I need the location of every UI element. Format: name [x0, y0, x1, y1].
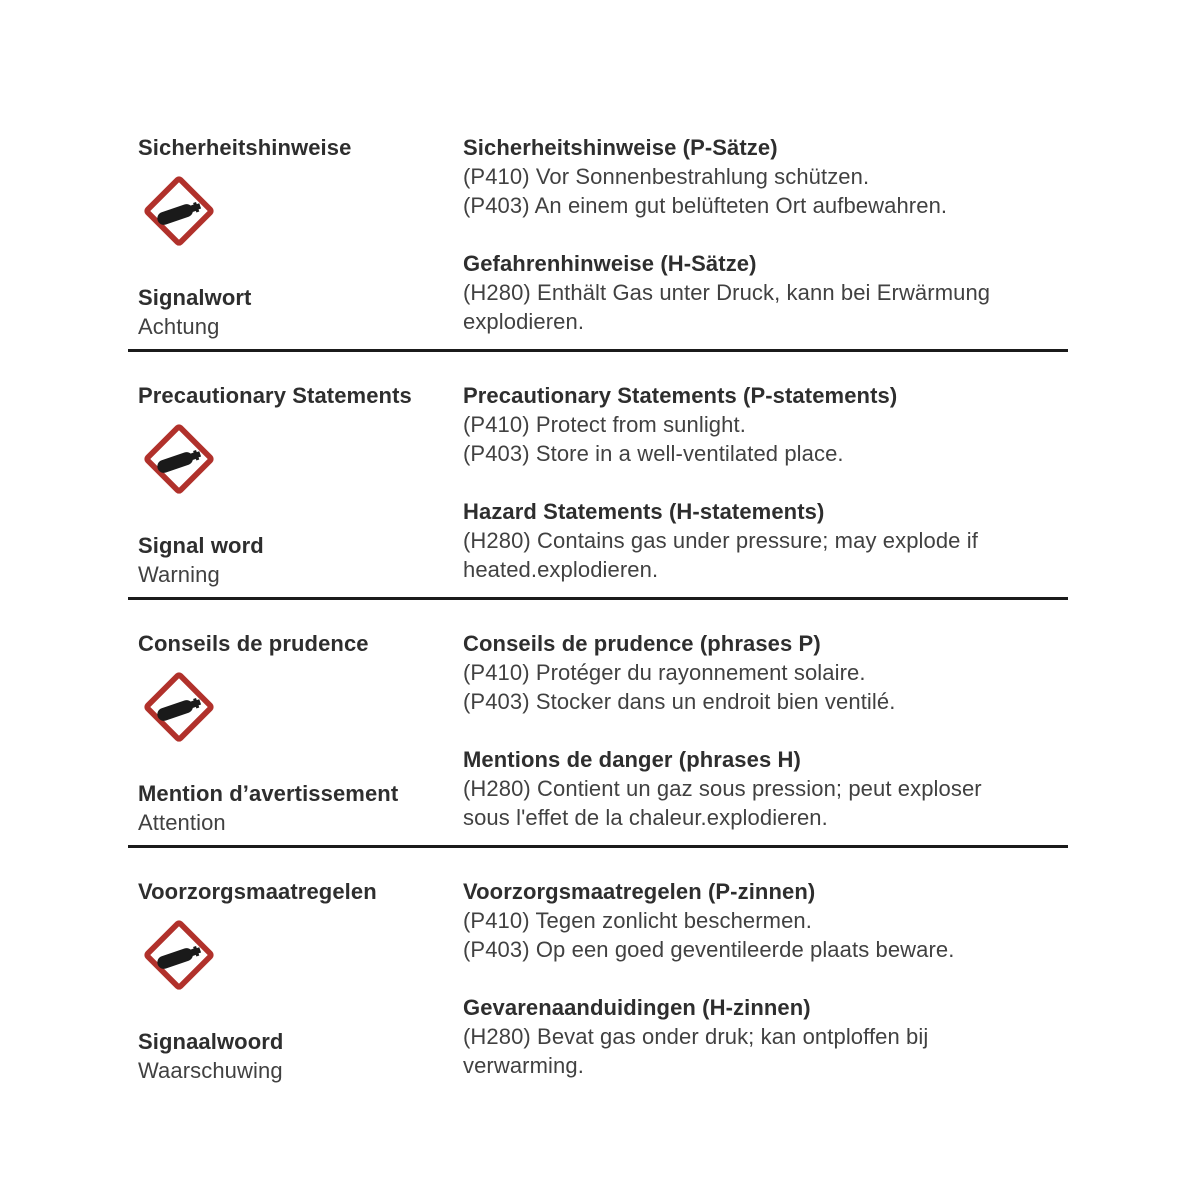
section-title: Voorzorgsmaatregelen — [138, 879, 377, 904]
signal-word-value: Warning — [138, 562, 220, 587]
section-dutch — [128, 848, 1068, 1115]
blank-line — [463, 716, 1068, 745]
ghs04-gas-cylinder-icon — [140, 668, 218, 746]
h-statement-line: verwarming. — [463, 1053, 584, 1078]
h-statements-heading: Gevarenaanduidingen (H-zinnen) — [463, 995, 811, 1020]
signal-word-label: Signaalwoord — [138, 1029, 284, 1054]
p-statement-line: (P410) Tegen zonlicht beschermen. — [463, 908, 812, 933]
p-statement-line: (P403) An einem gut belüfteten Ort aufbewahren. — [463, 193, 948, 218]
section-right-column — [463, 629, 1068, 845]
blank-line — [463, 468, 1068, 497]
p-statements-heading: Precautionary Statements (P-statements) — [463, 383, 898, 408]
blank-line — [463, 964, 1068, 993]
section-title: Conseils de prudence — [138, 631, 369, 656]
section-left-column — [138, 133, 463, 349]
section-right-column — [463, 877, 1068, 1085]
signal-word-value: Achtung — [138, 314, 220, 339]
ghs04-gas-cylinder-icon — [140, 420, 218, 498]
p-statement-line: (P410) Protéger du rayonnement solaire. — [463, 660, 866, 685]
h-statements-heading: Hazard Statements (H-statements) — [463, 499, 825, 524]
section-title: Sicherheitshinweise — [138, 135, 352, 160]
h-statements-heading: Gefahrenhinweise (H-Sätze) — [463, 251, 757, 276]
h-statement-line: (H280) Enthält Gas unter Druck, kann bei Erwärmung — [463, 280, 991, 305]
h-statement-line: (H280) Bevat gas onder druk; kan ontploffen bij — [463, 1024, 929, 1049]
section-left-column — [138, 877, 463, 1085]
signal-word-value: Waarschuwing — [138, 1058, 283, 1083]
section-left-column — [138, 629, 463, 845]
section-left-column — [138, 381, 463, 597]
p-statement-line: (P403) Stocker dans un endroit bien ventilé. — [463, 689, 896, 714]
signal-word-value: Attention — [138, 810, 226, 835]
section-right-column — [463, 381, 1068, 597]
p-statements-heading: Conseils de prudence (phrases P) — [463, 631, 821, 656]
h-statement-line: (H280) Contient un gaz sous pression; peut exploser — [463, 776, 982, 801]
p-statement-line: (P410) Protect from sunlight. — [463, 412, 746, 437]
section-title: Precautionary Statements — [138, 383, 412, 408]
blank-line — [463, 220, 1068, 249]
h-statement-line: heated.explodieren. — [463, 557, 659, 582]
ghs04-gas-cylinder-icon — [140, 916, 218, 994]
h-statement-line: explodieren. — [463, 309, 585, 334]
signal-word-label: Signalwort — [138, 285, 252, 310]
section-english — [128, 352, 1068, 600]
p-statement-line: (P403) Store in a well-ventilated place. — [463, 441, 844, 466]
p-statement-line: (P403) Op een goed geventileerde plaats beware. — [463, 937, 955, 962]
ghs04-gas-cylinder-icon — [140, 172, 218, 250]
section-right-column — [463, 133, 1068, 349]
section-german — [128, 104, 1068, 352]
h-statement-line: sous l'effet de la chaleur.explodieren. — [463, 805, 828, 830]
p-statement-line: (P410) Vor Sonnenbestrahlung schützen. — [463, 164, 870, 189]
p-statements-heading: Sicherheitshinweise (P-Sätze) — [463, 135, 778, 160]
signal-word-label: Mention d’avertissement — [138, 781, 399, 806]
h-statements-heading: Mentions de danger (phrases H) — [463, 747, 801, 772]
p-statements-heading: Voorzorgsmaatregelen (P-zinnen) — [463, 879, 816, 904]
section-french — [128, 600, 1068, 848]
signal-word-label: Signal word — [138, 533, 264, 558]
h-statement-line: (H280) Contains gas under pressure; may explode if — [463, 528, 978, 553]
safety-statements-table — [128, 104, 1068, 1115]
